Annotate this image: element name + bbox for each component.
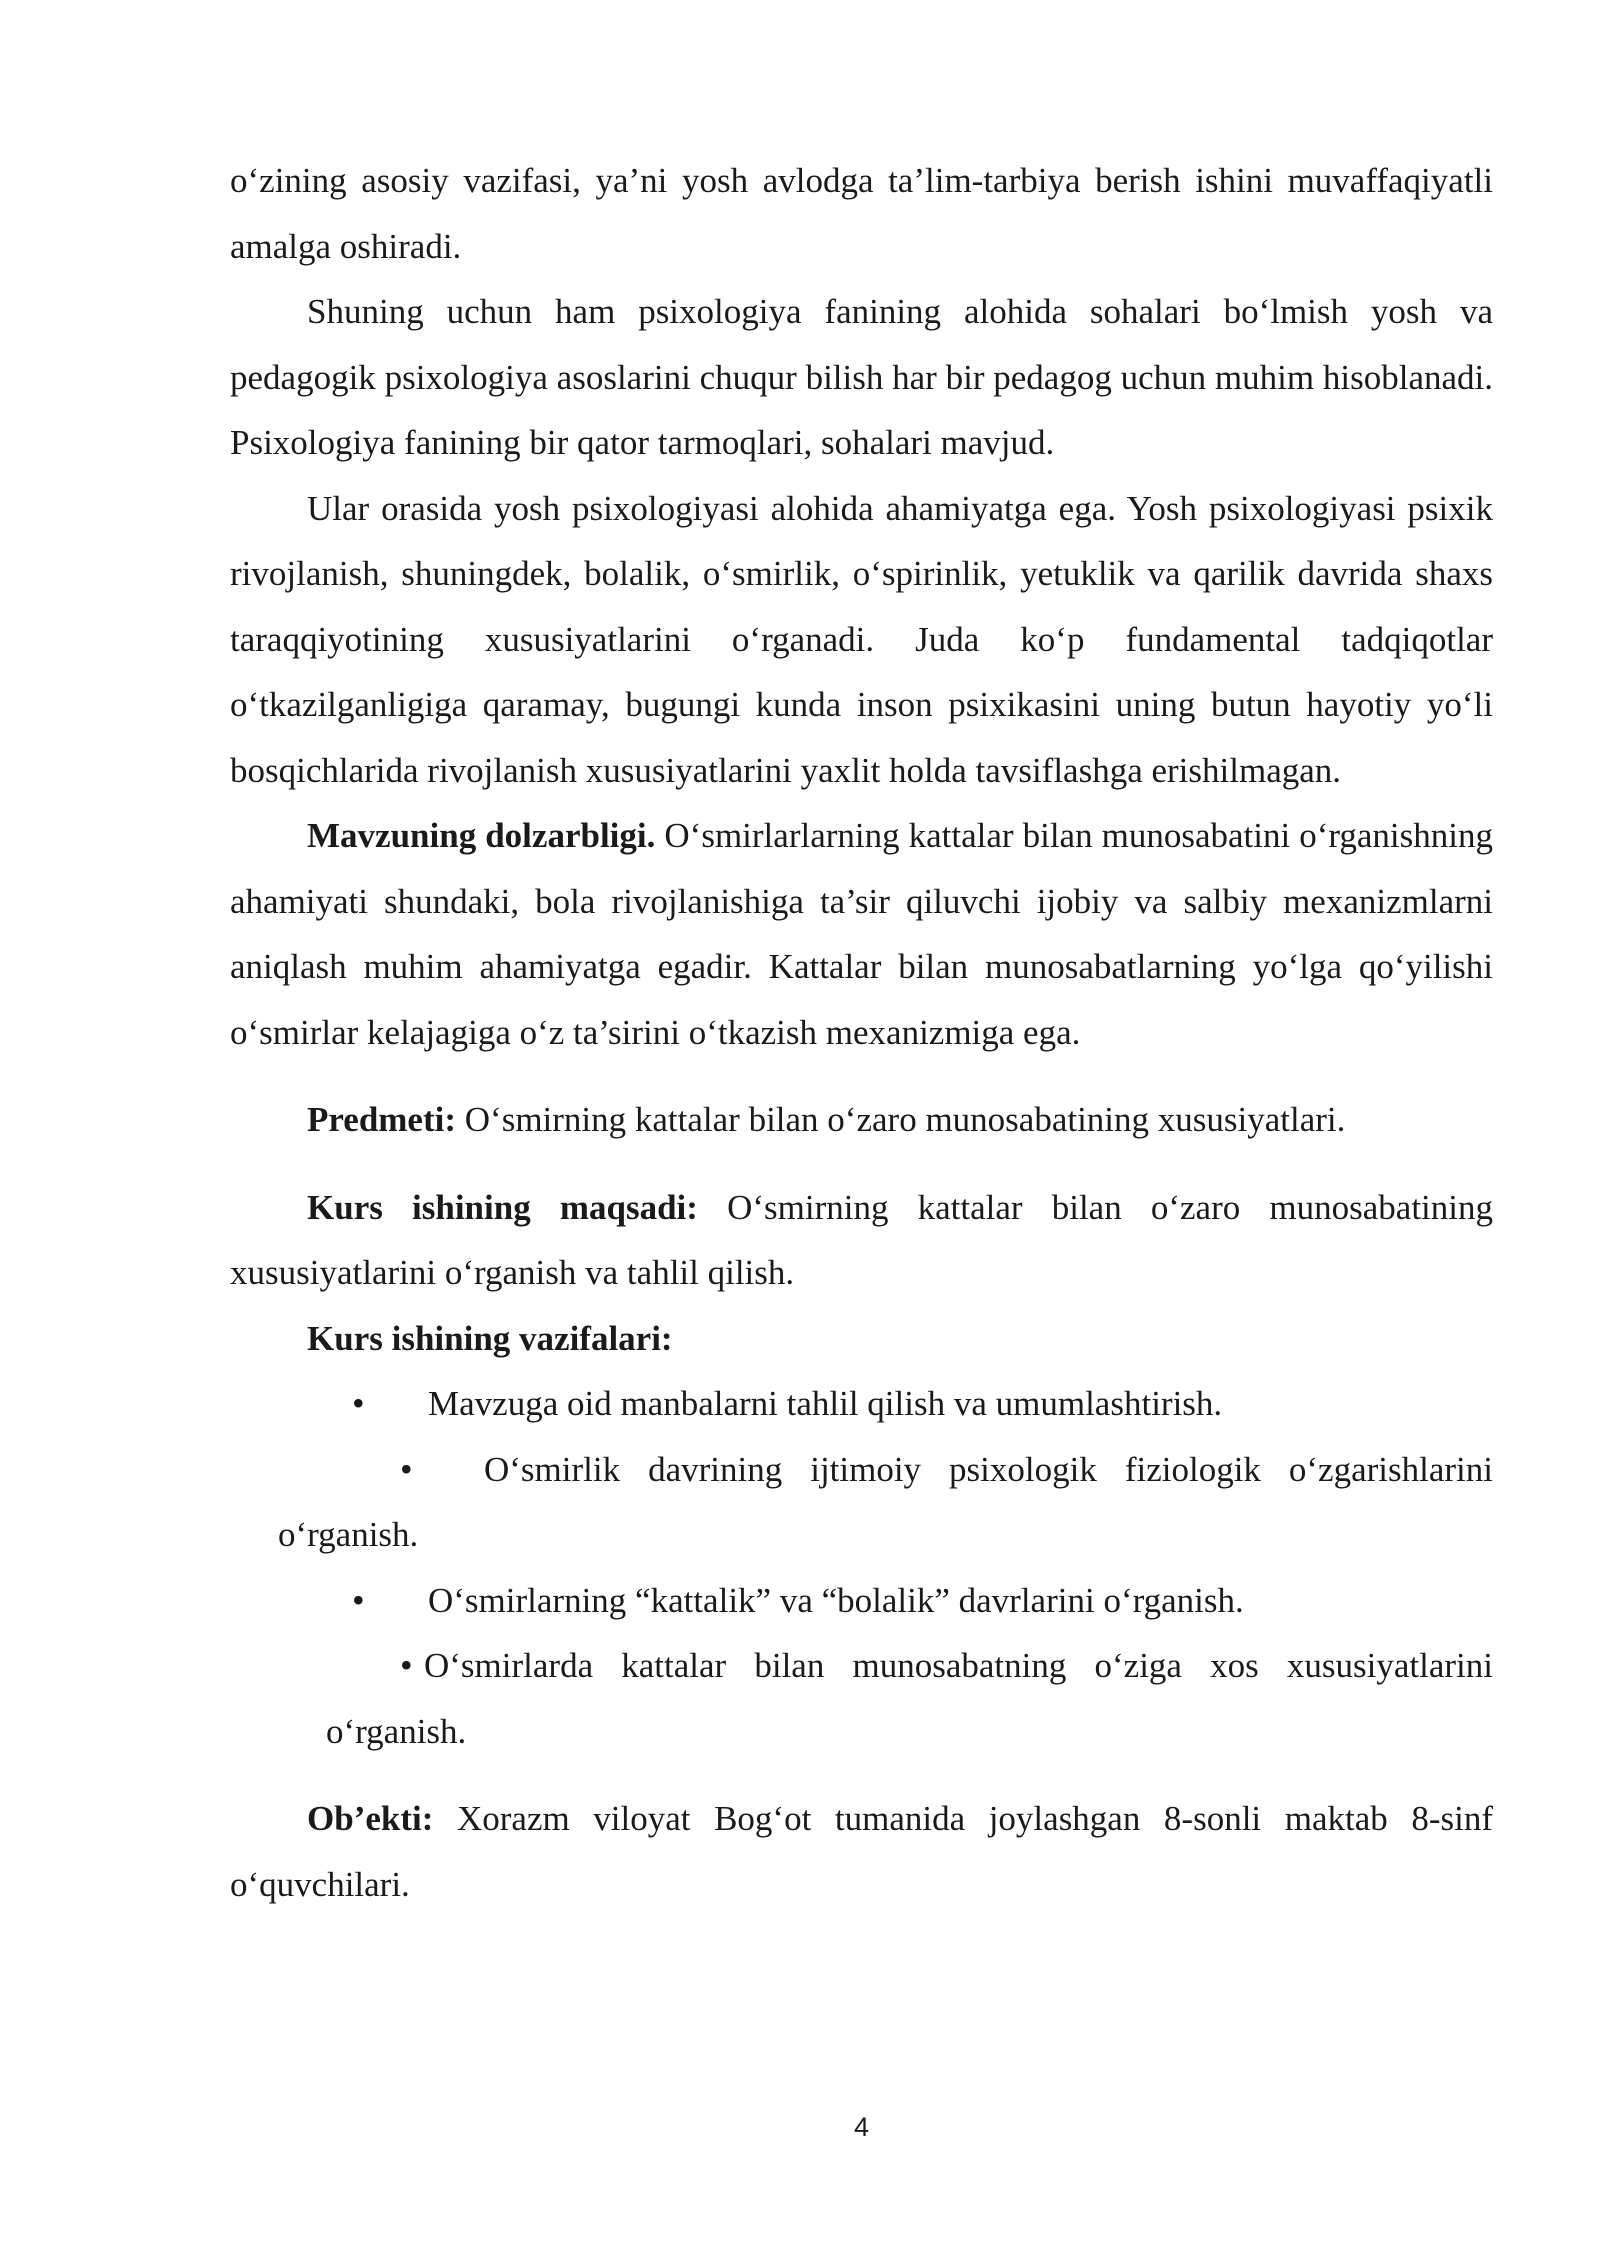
paragraph-age-psychology: Ular orasida yosh psixologiyasi alohida ahamiyatga ega. Yosh psixologiyasi psixik rivojlanish, shuningdek, bolalik, o‘smirlik, o‘spirinlik, yetuklik va qarilik davrida shaxs taraqqiyotining xususiyatlarini o‘rganadi. Juda ko‘p fundamental tadqiqotlar o‘tkazilganligiga qaramay, bugungi kunda inson psixikasini uning butun hayotiy yo‘li bosqichlarida rivojlanish xususiyatlarini yaxlit holda tavsiflashga erishilmagan. — [230, 488, 1493, 790]
object-text: Xorazm viloyat Bog‘ot tumanida joylashgan 8-sonli maktab 8-sinf o‘quvchilari. — [230, 1799, 1493, 1904]
relevance-text: O‘smirlarlarning kattalar bilan munosabatini o‘rganishning ahamiyati shundaki, bola rivojlanishiga ta’sir qiluvchi ijobiy va salbiy mexanizmlarni aniqlash muhim ahamiyatga egadir. Kattalar bilan munosabatlarning yo‘lga qo‘yilishi o‘smirlar kelajagiga o‘z ta’sirini o‘tkazish mexanizmiga ega. — [230, 816, 1493, 1052]
task-item — [230, 1437, 1493, 1568]
relevance-label: Mavzuning dolzarbligi. — [307, 816, 656, 855]
subject-label: Predmeti: — [307, 1100, 457, 1139]
task-item-text: O‘smirlarning “kattalik” va “bolalik” davrlarini o‘rganish. — [428, 1580, 1244, 1620]
task-item: • O‘smirlarning “kattalik” va “bolalik” davrlarini o‘rganish. — [230, 1568, 1493, 1634]
subject-text: O‘smirning kattalar bilan o‘zaro munosabatining xususiyatlari. — [456, 1100, 1346, 1139]
object-label: Ob’ekti: — [307, 1799, 434, 1838]
task-item: • Mavzuga oid manbalarni tahlil qilish va umumlashtirish. — [230, 1371, 1493, 1437]
task-item-text: O‘smirlik davrining ijtimoiy psixologik fiziologik o‘zgarishlarini o‘rganish. — [278, 1449, 1493, 1554]
paragraph-object — [230, 1786, 1493, 1917]
paragraph-goal — [230, 1175, 1493, 1306]
paragraph-subject — [230, 1087, 1493, 1153]
goal-label: Kurs ishining maqsadi: — [307, 1187, 698, 1227]
bullet-icon: • — [400, 1645, 413, 1685]
tasks-label: Kurs ishining vazifalari: — [307, 1318, 673, 1358]
task-item-text: O‘smirlarda kattalar bilan munosabatning o‘ziga xos xususiyatlarini o‘rganish. — [326, 1646, 1493, 1751]
bullet-icon: • — [400, 1448, 413, 1489]
goal-text: O‘smirning kattalar bilan o‘zaro munosabatining xususiyatlarini o‘rganish va tahlil qilish. — [230, 1187, 1493, 1292]
paragraph-relevance — [230, 803, 1493, 1065]
task-item-text: Mavzuga oid manbalarni tahlil qilish va umumlashtirish. — [428, 1384, 1223, 1423]
document-page — [230, 148, 1493, 1917]
paragraph-intro: o‘zining asosiy vazifasi, ya’ni yosh avlodga ta’lim-tarbiya berish ishini muvaffaqiyatli amalga oshiradi. — [230, 161, 1493, 266]
paragraph-psychology-fields: Shuning uchun ham psixologiya fanining alohida sohalari bo‘lmish yosh va pedagogik psixologiya asoslarini chuqur bilish har bir pedagog uchun muhim hisoblanadi. Psixologiya fanining bir qator tarmoqlari, sohalari mavjud. — [230, 292, 1493, 462]
page-number: 4 — [853, 2112, 870, 2142]
tasks-heading — [230, 1306, 1493, 1372]
task-item — [230, 1633, 1493, 1764]
